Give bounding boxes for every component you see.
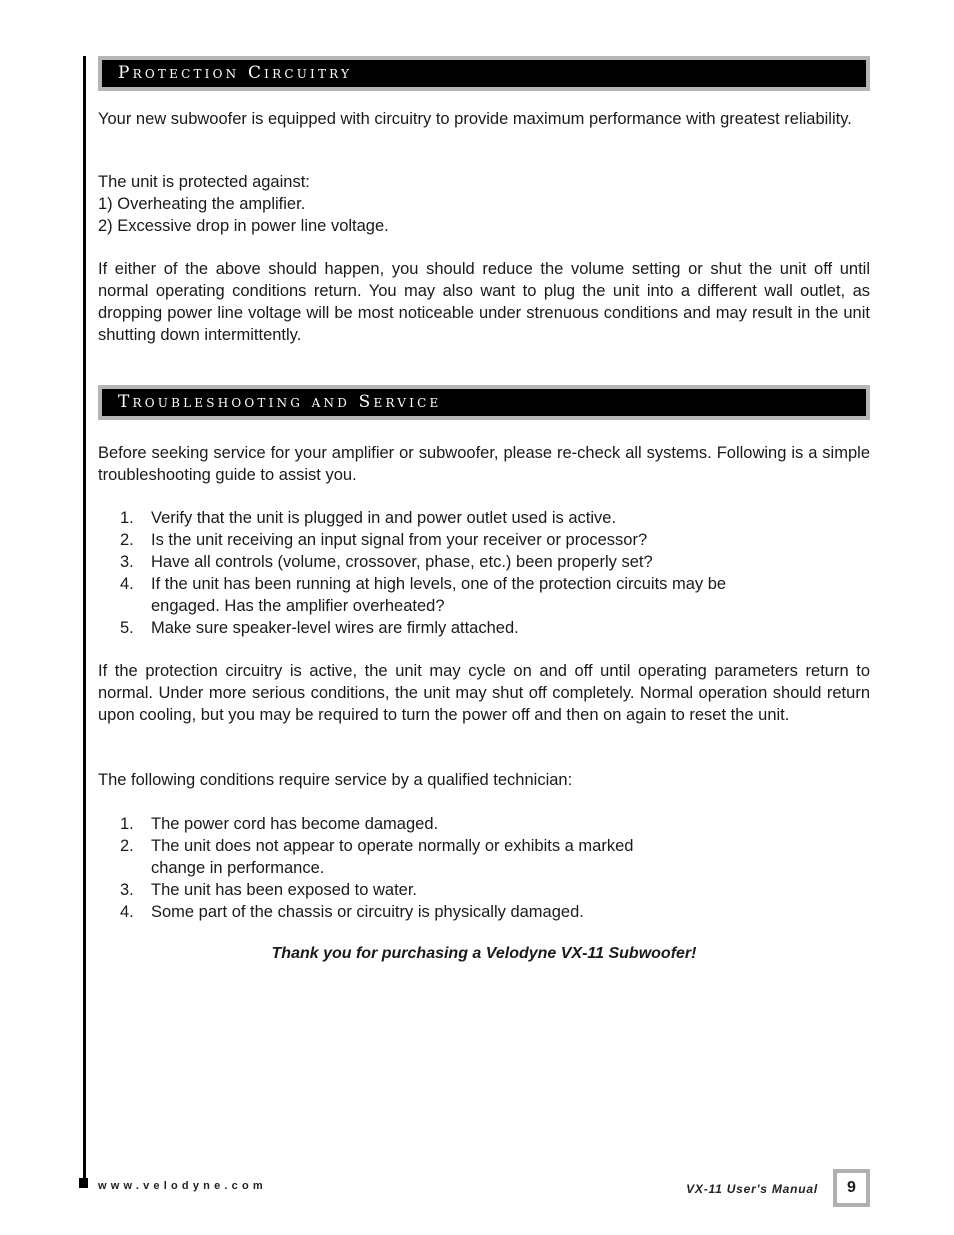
left-margin-rule	[83, 56, 86, 1180]
protection-intro: Your new subwoofer is equipped with circuitry to provide maximum performance with greatest reliability.	[98, 110, 852, 128]
list-text: Verify that the unit is plugged in and power outlet used is active.	[151, 509, 617, 527]
list-item	[98, 901, 870, 923]
section-title: Protection Circuitry	[118, 63, 353, 83]
section-header-protection	[98, 56, 870, 91]
list-number: 4.	[120, 575, 134, 593]
list-item	[98, 507, 870, 529]
list-text: Have all controls (volume, crossover, phase, etc.) been properly set?	[151, 553, 653, 571]
list-text: Make sure speaker-level wires are firmly attached.	[151, 619, 519, 637]
list-text: Is the unit receiving an input signal from your receiver or processor?	[151, 531, 648, 549]
service-conditions-list	[98, 813, 870, 923]
list-number: 3.	[120, 553, 134, 571]
list-item	[98, 529, 870, 551]
protection-advice: If either of the above should happen, you should reduce the volume setting or shut the unit off until normal operating conditions return. You may also want to plug the unit into a different wall outlet, as dropping power line voltage will be most noticeable under strenuous conditions and may result in the unit shutting down intermittently.	[98, 260, 870, 344]
list-item	[98, 835, 870, 879]
list-text: engaged. Has the amplifier overheated?	[151, 597, 445, 615]
footer-url: www.velodyne.com	[98, 1180, 267, 1192]
thank-you-note: Thank you for purchasing a Velodyne VX-11 Subwoofer!	[271, 945, 697, 962]
list-item	[98, 879, 870, 901]
troubleshooting-intro: Before seeking service for your amplifier or subwoofer, please re-check all systems. Following is a simple troubleshooting guide to assist you.	[98, 444, 870, 484]
left-rule-end-mark	[79, 1178, 88, 1188]
troubleshooting-checklist	[98, 507, 870, 639]
list-text: change in performance.	[151, 859, 325, 877]
list-number: 1.	[120, 509, 134, 527]
list-number: 4.	[120, 903, 134, 921]
section-header-troubleshooting	[98, 385, 870, 420]
cycle-note: If the protection circuitry is active, the unit may cycle on and off until operating parameters return to normal. Under more serious conditions, the unit may shut off completely. Normal operation should return upon cooling, but you may be required to turn the power off and then on again to reset the unit.	[98, 662, 870, 724]
footer-manual-title: VX-11 User's Manual	[686, 1182, 818, 1196]
protection-line: The unit is protected against:	[98, 173, 310, 191]
list-text: The unit has been exposed to water.	[151, 881, 418, 899]
list-text: The unit does not appear to operate normally or exhibits a marked	[151, 837, 634, 855]
list-number: 2.	[120, 531, 134, 549]
service-intro: The following conditions require service by a qualified technician:	[98, 771, 573, 789]
list-item	[98, 813, 870, 835]
list-number: 1.	[120, 815, 134, 833]
list-number: 3.	[120, 881, 134, 899]
list-text: Some part of the chassis or circuitry is physically damaged.	[151, 903, 584, 921]
list-item	[98, 617, 870, 639]
list-item	[98, 573, 870, 617]
section-title: Troubleshooting and Service	[118, 392, 442, 412]
list-item	[98, 551, 870, 573]
list-number: 2.	[120, 837, 134, 855]
list-number: 5.	[120, 619, 134, 637]
list-text: If the unit has been running at high levels, one of the protection circuits may be	[151, 575, 727, 593]
page-number: 9	[837, 1173, 866, 1203]
protection-line: 2) Excessive drop in power line voltage.	[98, 217, 389, 235]
list-text: The power cord has become damaged.	[151, 815, 439, 833]
protection-list	[98, 171, 870, 237]
protection-line: 1) Overheating the amplifier.	[98, 195, 306, 213]
page-number-box	[833, 1169, 870, 1207]
